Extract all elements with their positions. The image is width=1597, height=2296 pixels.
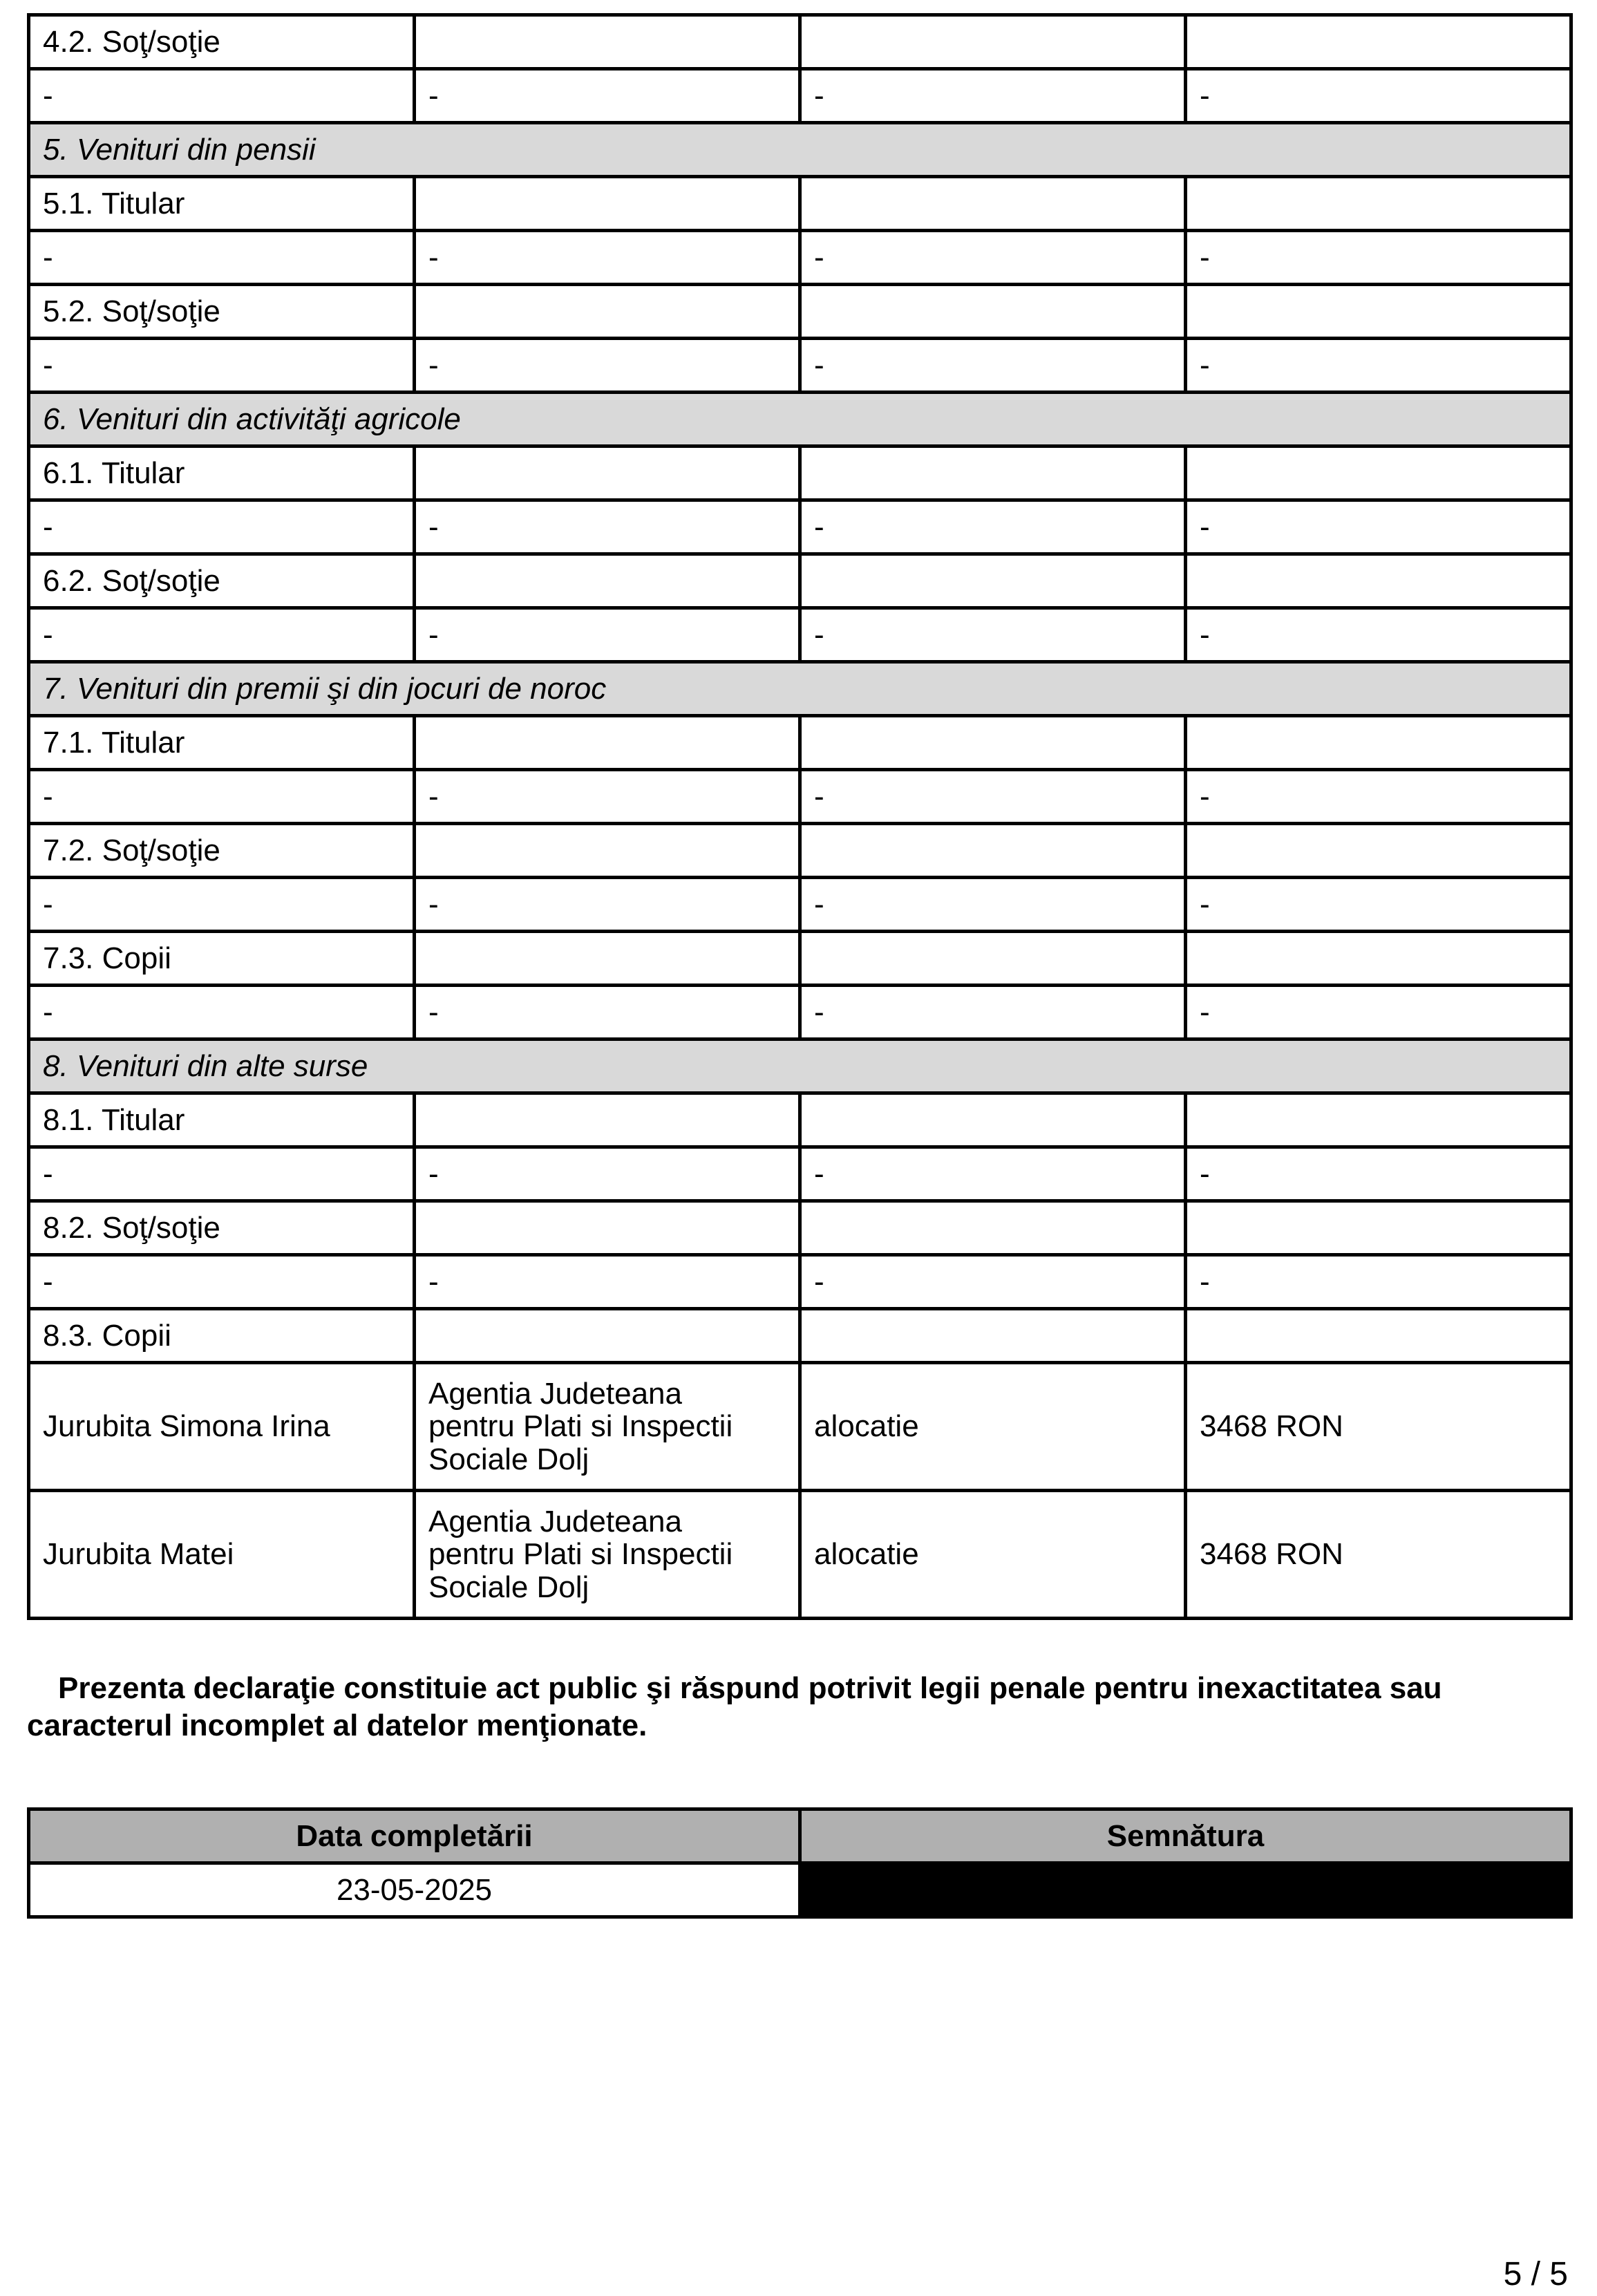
table-cell: - xyxy=(29,1255,415,1309)
table-cell xyxy=(1186,15,1571,69)
income-table xyxy=(27,13,1573,1620)
table-cell: - xyxy=(800,231,1186,285)
table-cell: - xyxy=(415,1255,800,1309)
table-cell: 5.2. Soţ/soţie xyxy=(29,285,415,339)
table-cell: - xyxy=(415,986,800,1039)
table-cell xyxy=(415,824,800,878)
section-title: 8. Venituri din alte surse xyxy=(29,1039,1571,1093)
table-cell xyxy=(800,177,1186,231)
table-cell: - xyxy=(415,69,800,123)
table-row xyxy=(29,1201,1571,1255)
table-cell xyxy=(415,932,800,986)
table-cell: - xyxy=(800,1255,1186,1309)
table-cell xyxy=(415,285,800,339)
table-cell xyxy=(415,177,800,231)
table-cell: alocatie xyxy=(800,1491,1186,1619)
table-cell: - xyxy=(1186,500,1571,554)
table-cell: - xyxy=(1186,231,1571,285)
section-header-row xyxy=(29,1039,1571,1093)
table-cell: 3468 RON xyxy=(1186,1363,1571,1491)
table-row xyxy=(29,986,1571,1039)
table-cell xyxy=(1186,285,1571,339)
table-cell xyxy=(800,716,1186,770)
table-cell xyxy=(415,15,800,69)
section-header-row xyxy=(29,662,1571,716)
income-table-body xyxy=(29,15,1571,1619)
table-cell xyxy=(1186,824,1571,878)
table-cell: - xyxy=(800,339,1186,393)
table-row xyxy=(29,1309,1571,1363)
table-row xyxy=(29,285,1571,339)
table-cell xyxy=(800,1093,1186,1147)
table-cell: 8.2. Soţ/soţie xyxy=(29,1201,415,1255)
table-cell: 6.1. Titular xyxy=(29,446,415,500)
table-cell xyxy=(800,1201,1186,1255)
table-cell: 8.1. Titular xyxy=(29,1093,415,1147)
section-title: 6. Venituri din activităţi agricole xyxy=(29,393,1571,446)
table-cell: - xyxy=(29,231,415,285)
table-cell xyxy=(800,1309,1186,1363)
table-cell xyxy=(1186,554,1571,608)
table-cell: 4.2. Soţ/soţie xyxy=(29,15,415,69)
table-cell xyxy=(415,1093,800,1147)
signature-table xyxy=(27,1807,1573,1919)
section-title: 5. Venituri din pensii xyxy=(29,123,1571,177)
table-row xyxy=(29,824,1571,878)
table-cell: - xyxy=(1186,1147,1571,1201)
table-cell: - xyxy=(29,1147,415,1201)
table-row xyxy=(29,339,1571,393)
table-cell: - xyxy=(415,231,800,285)
declaration-statement: Prezenta declaraţie constituie act public şi răspund potrivit legii penale pentru inexactitatea sau caracterul incomplet al datelor menţionate. xyxy=(27,1671,1442,1742)
table-cell: - xyxy=(415,878,800,932)
table-cell: 7.2. Soţ/soţie xyxy=(29,824,415,878)
table-cell xyxy=(800,824,1186,878)
signature-header: Semnătura xyxy=(800,1809,1571,1863)
table-cell: - xyxy=(29,770,415,824)
table-cell xyxy=(1186,716,1571,770)
table-row xyxy=(29,1147,1571,1201)
table-cell: 7.1. Titular xyxy=(29,716,415,770)
table-cell xyxy=(1186,1309,1571,1363)
table-cell xyxy=(1186,1093,1571,1147)
table-cell xyxy=(1186,1201,1571,1255)
table-cell: - xyxy=(415,500,800,554)
table-cell: 6.2. Soţ/soţie xyxy=(29,554,415,608)
table-cell xyxy=(800,15,1186,69)
date-header: Data completării xyxy=(29,1809,800,1863)
table-row xyxy=(29,770,1571,824)
table-cell: 7.3. Copii xyxy=(29,932,415,986)
table-cell: - xyxy=(29,986,415,1039)
table-row xyxy=(29,177,1571,231)
table-cell xyxy=(1186,446,1571,500)
redacted-signature xyxy=(800,1863,1571,1917)
table-cell xyxy=(1186,932,1571,986)
signature-table-header xyxy=(29,1809,1571,1863)
table-row xyxy=(29,500,1571,554)
table-row xyxy=(29,608,1571,662)
table-cell: - xyxy=(800,878,1186,932)
table-row xyxy=(29,1363,1571,1491)
table-cell xyxy=(1186,177,1571,231)
table-cell: - xyxy=(800,608,1186,662)
table-cell: - xyxy=(29,339,415,393)
table-cell: - xyxy=(415,770,800,824)
section-header-row xyxy=(29,123,1571,177)
table-cell: - xyxy=(1186,1255,1571,1309)
table-row xyxy=(29,1491,1571,1619)
completion-date: 23-05-2025 xyxy=(29,1863,800,1917)
table-cell: - xyxy=(29,878,415,932)
document-page xyxy=(27,13,1569,1919)
table-row xyxy=(29,15,1571,69)
table-row xyxy=(29,231,1571,285)
table-cell: - xyxy=(29,69,415,123)
table-cell: - xyxy=(1186,770,1571,824)
table-cell: - xyxy=(800,500,1186,554)
table-cell: - xyxy=(1186,69,1571,123)
table-cell xyxy=(415,1201,800,1255)
table-cell: - xyxy=(29,500,415,554)
table-cell: alocatie xyxy=(800,1363,1186,1491)
table-cell: 8.3. Copii xyxy=(29,1309,415,1363)
table-cell: 5.1. Titular xyxy=(29,177,415,231)
table-cell: - xyxy=(415,1147,800,1201)
table-cell: - xyxy=(29,608,415,662)
table-row xyxy=(29,878,1571,932)
table-row xyxy=(29,1093,1571,1147)
section-title: 7. Venituri din premii şi din jocuri de noroc xyxy=(29,662,1571,716)
table-cell xyxy=(415,716,800,770)
table-cell xyxy=(800,285,1186,339)
page-number: 5 / 5 xyxy=(1503,2256,1568,2293)
section-header-row xyxy=(29,393,1571,446)
table-cell xyxy=(415,1309,800,1363)
table-cell: - xyxy=(800,986,1186,1039)
table-cell: - xyxy=(1186,986,1571,1039)
table-row xyxy=(29,932,1571,986)
signature-table-row xyxy=(29,1863,1571,1917)
table-cell: Jurubita Simona Irina xyxy=(29,1363,415,1491)
table-cell: - xyxy=(1186,878,1571,932)
table-cell xyxy=(800,554,1186,608)
table-cell: Jurubita Matei xyxy=(29,1491,415,1619)
table-cell: - xyxy=(800,1147,1186,1201)
table-cell: - xyxy=(800,69,1186,123)
table-row xyxy=(29,716,1571,770)
table-row xyxy=(29,1255,1571,1309)
table-row xyxy=(29,69,1571,123)
table-cell xyxy=(415,554,800,608)
table-cell: - xyxy=(415,608,800,662)
table-cell xyxy=(800,446,1186,500)
table-row xyxy=(29,446,1571,500)
table-row xyxy=(29,554,1571,608)
table-cell: - xyxy=(415,339,800,393)
table-cell xyxy=(415,446,800,500)
table-cell: 3468 RON xyxy=(1186,1491,1571,1619)
table-cell: - xyxy=(1186,339,1571,393)
table-cell: - xyxy=(800,770,1186,824)
table-cell: Agentia Judeteana pentru Plati si Inspectii Sociale Dolj xyxy=(415,1491,800,1619)
table-cell: - xyxy=(1186,608,1571,662)
table-cell: Agentia Judeteana pentru Plati si Inspectii Sociale Dolj xyxy=(415,1363,800,1491)
table-cell xyxy=(800,932,1186,986)
